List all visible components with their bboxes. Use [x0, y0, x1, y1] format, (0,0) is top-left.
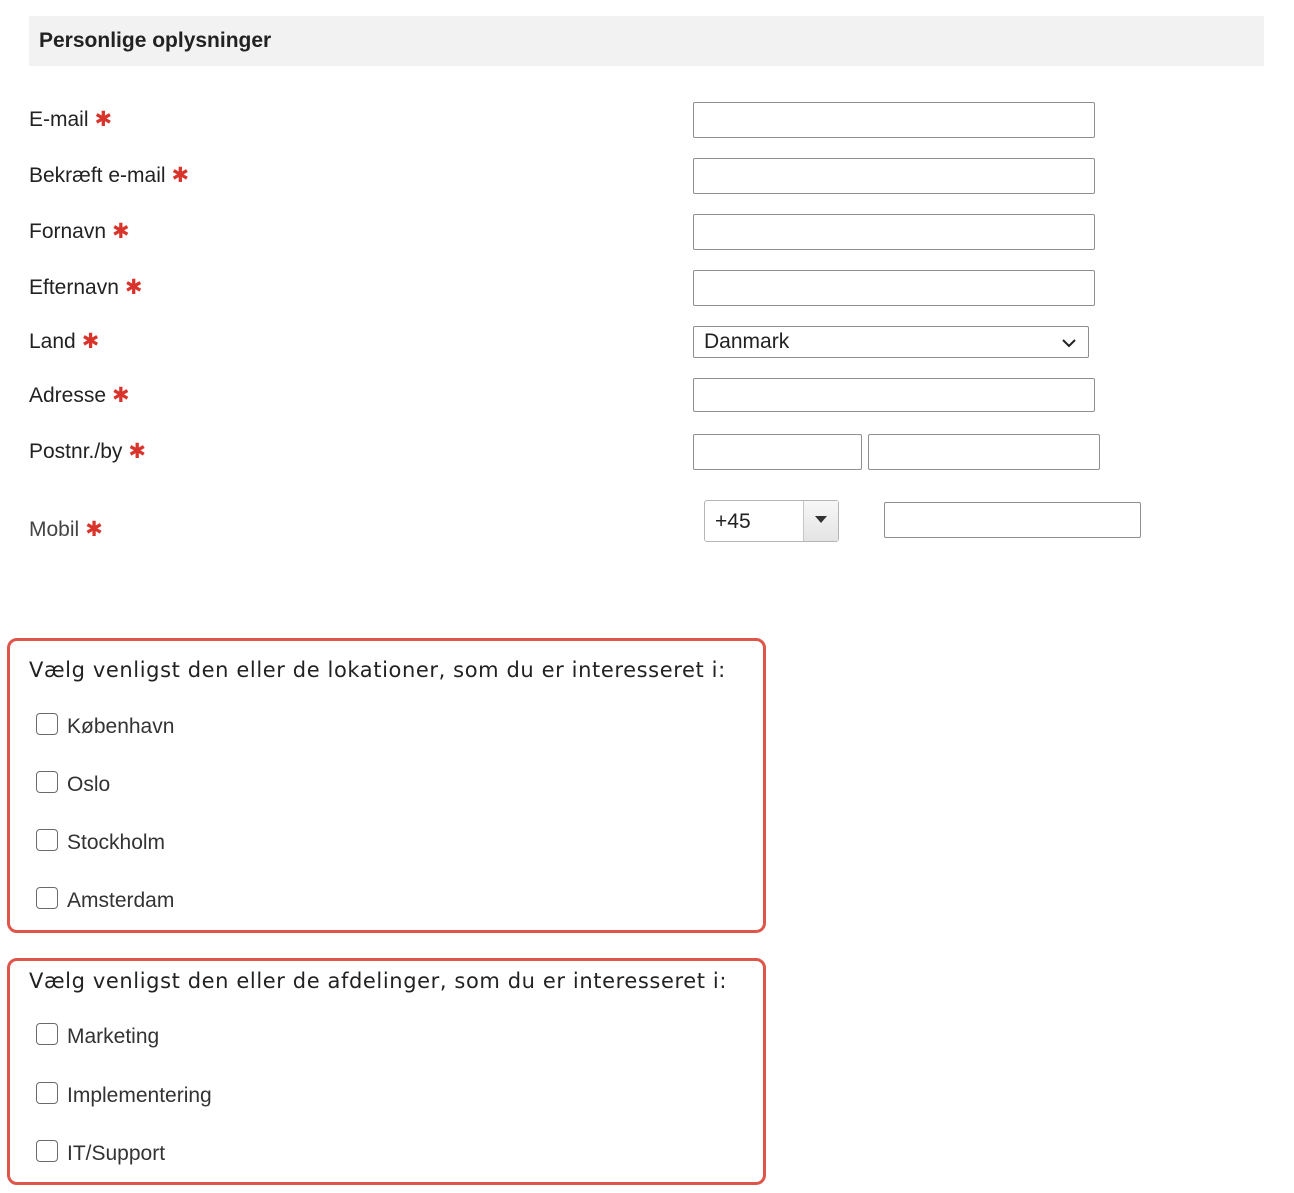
- required-marker: ✱: [112, 384, 130, 407]
- required-marker: ✱: [81, 330, 100, 353]
- email-input[interactable]: [693, 102, 1095, 138]
- zip-city-label: Postnr./by ✱: [29, 440, 146, 463]
- country-code-select[interactable]: [704, 500, 839, 542]
- mobile-number-input[interactable]: [884, 502, 1141, 538]
- confirm-email-label: Bekræft e-mail ✱: [29, 164, 190, 187]
- first-name-input[interactable]: [693, 214, 1095, 250]
- checkbox[interactable]: [36, 887, 58, 909]
- checkbox[interactable]: [36, 1082, 58, 1104]
- last-name-label: Efternavn ✱: [29, 276, 143, 299]
- country-code-value: +45: [715, 510, 751, 533]
- section-title: Personlige oplysninger: [39, 29, 272, 52]
- zip-input[interactable]: [693, 434, 862, 470]
- mobile-label: Mobil ✱: [29, 518, 103, 541]
- country-code-dropdown-button[interactable]: [803, 501, 838, 541]
- city-input[interactable]: [868, 434, 1100, 470]
- required-marker: ✱: [112, 220, 130, 243]
- departments-question: Vælg venligst den eller de afdelinger, som du er interesseret i:: [29, 969, 728, 993]
- country-select[interactable]: [693, 326, 1089, 358]
- country-label: Land ✱: [29, 330, 100, 353]
- address-input[interactable]: [693, 378, 1095, 412]
- checkbox[interactable]: [36, 1140, 58, 1162]
- required-marker: ✱: [85, 518, 103, 541]
- checkbox[interactable]: [36, 829, 58, 851]
- checkbox[interactable]: [36, 771, 58, 793]
- required-marker: ✱: [124, 276, 143, 299]
- section-header: [29, 16, 1264, 66]
- first-name-label: Fornavn ✱: [29, 220, 130, 243]
- checkbox[interactable]: [36, 713, 58, 735]
- required-marker: ✱: [94, 108, 113, 131]
- locations-question: Vælg venligst den eller de lokationer, som du er interesseret i:: [29, 658, 726, 682]
- confirm-email-input[interactable]: [693, 158, 1095, 194]
- checkbox[interactable]: [36, 1023, 58, 1045]
- caret-down-icon: [815, 516, 827, 524]
- required-marker: ✱: [171, 164, 190, 187]
- chevron-down-icon: [1062, 336, 1076, 350]
- email-label: E-mail ✱: [29, 108, 113, 131]
- country-selected-value: Danmark: [704, 330, 790, 353]
- required-marker: ✱: [128, 440, 146, 463]
- address-label: Adresse ✱: [29, 384, 130, 407]
- last-name-input[interactable]: [693, 270, 1095, 306]
